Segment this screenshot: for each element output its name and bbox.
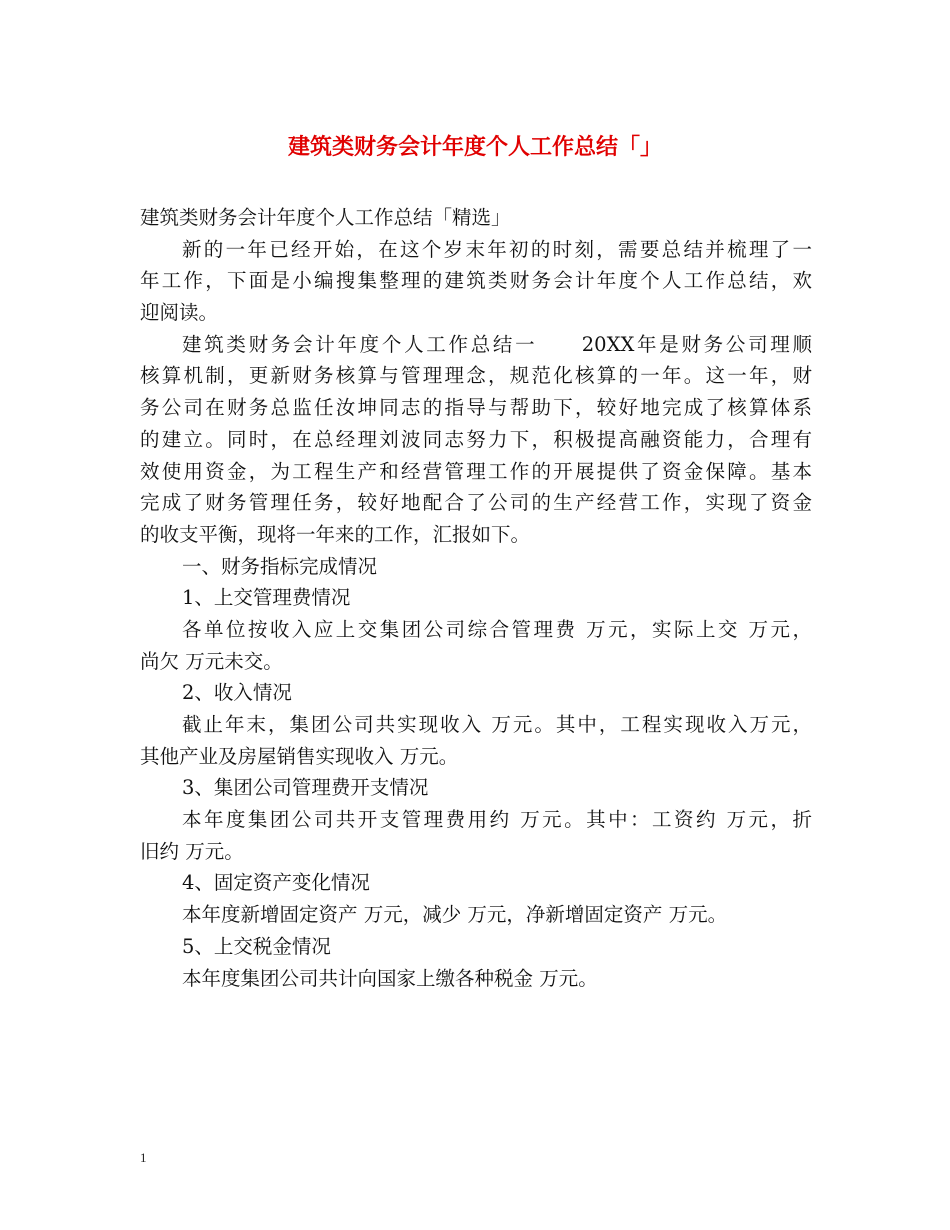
expense-line-2: 旧约 万元。 (140, 839, 244, 863)
management-fee-line-1: 各单位按收入应上交集团公司综合管理费 万元，实际上交 万元， (182, 617, 812, 641)
summary-line-1: 建筑类财务会计年度个人工作总结一 20XX年是财务公司理顺 (182, 332, 812, 356)
income-line-1: 截止年末，集团公司共实现收入 万元。其中，工程实现收入万元， (182, 713, 812, 736)
summary-line-4: 的建立。同时，在总经理刘波同志努力下，积极提高融资能力，合理有 (140, 427, 812, 451)
subsection-heading-5: 5、上交税金情况 (182, 934, 331, 958)
subsection-heading-4: 4、固定资产变化情况 (182, 871, 370, 895)
summary-line-5: 效使用资金，为工程生产和经营管理工作的开展提供了资金保障。基本 (140, 459, 812, 483)
summary-line-7: 的收支平衡，现将一年来的工作，汇报如下。 (140, 522, 531, 546)
summary-line-2: 核算机制，更新财务核算与管理理念，规范化核算的一年。这一年，财 (140, 364, 812, 388)
subsection-heading-1: 1、上交管理费情况 (182, 586, 351, 610)
section-heading-1: 一、财务指标完成情况 (182, 554, 378, 578)
subtitle-line: 建筑类财务会计年度个人工作总结「精选」 (140, 206, 511, 229)
intro-line-3: 迎阅读。 (140, 301, 219, 325)
intro-line-1: 新的一年已经开始，在这个岁末年初的时刻，需要总结并梳理了一 (182, 237, 812, 261)
subsection-heading-3: 3、集团公司管理费开支情况 (182, 776, 429, 800)
income-line-2: 其他产业及房屋销售实现收入 万元。 (140, 744, 459, 768)
summary-line-3: 务公司在财务总监任汝坤同志的指导与帮助下，较好地完成了核算体系 (140, 396, 812, 420)
intro-line-2: 年工作，下面是小编搜集整理的建筑类财务会计年度个人工作总结，欢 (140, 269, 812, 293)
fixed-assets-line: 本年度新增固定资产 万元，减少 万元，净新增固定资产 万元。 (182, 903, 728, 927)
expense-line-1: 本年度集团公司共开支管理费用约 万元。其中：工资约 万元，折 (182, 808, 812, 832)
summary-line-6: 完成了财务管理任务，较好地配合了公司的生产经营工作，实现了资金 (140, 491, 812, 515)
management-fee-line-2: 尚欠 万元未交。 (140, 649, 283, 673)
page-number: 1 (140, 1150, 147, 1165)
tax-line: 本年度集团公司共计向国家上缴各种税金 万元。 (182, 966, 598, 990)
subsection-heading-2: 2、收入情况 (182, 681, 292, 705)
document-body (140, 202, 812, 994)
document-title: 建筑类财务会计年度个人工作总结「」 (287, 134, 662, 160)
